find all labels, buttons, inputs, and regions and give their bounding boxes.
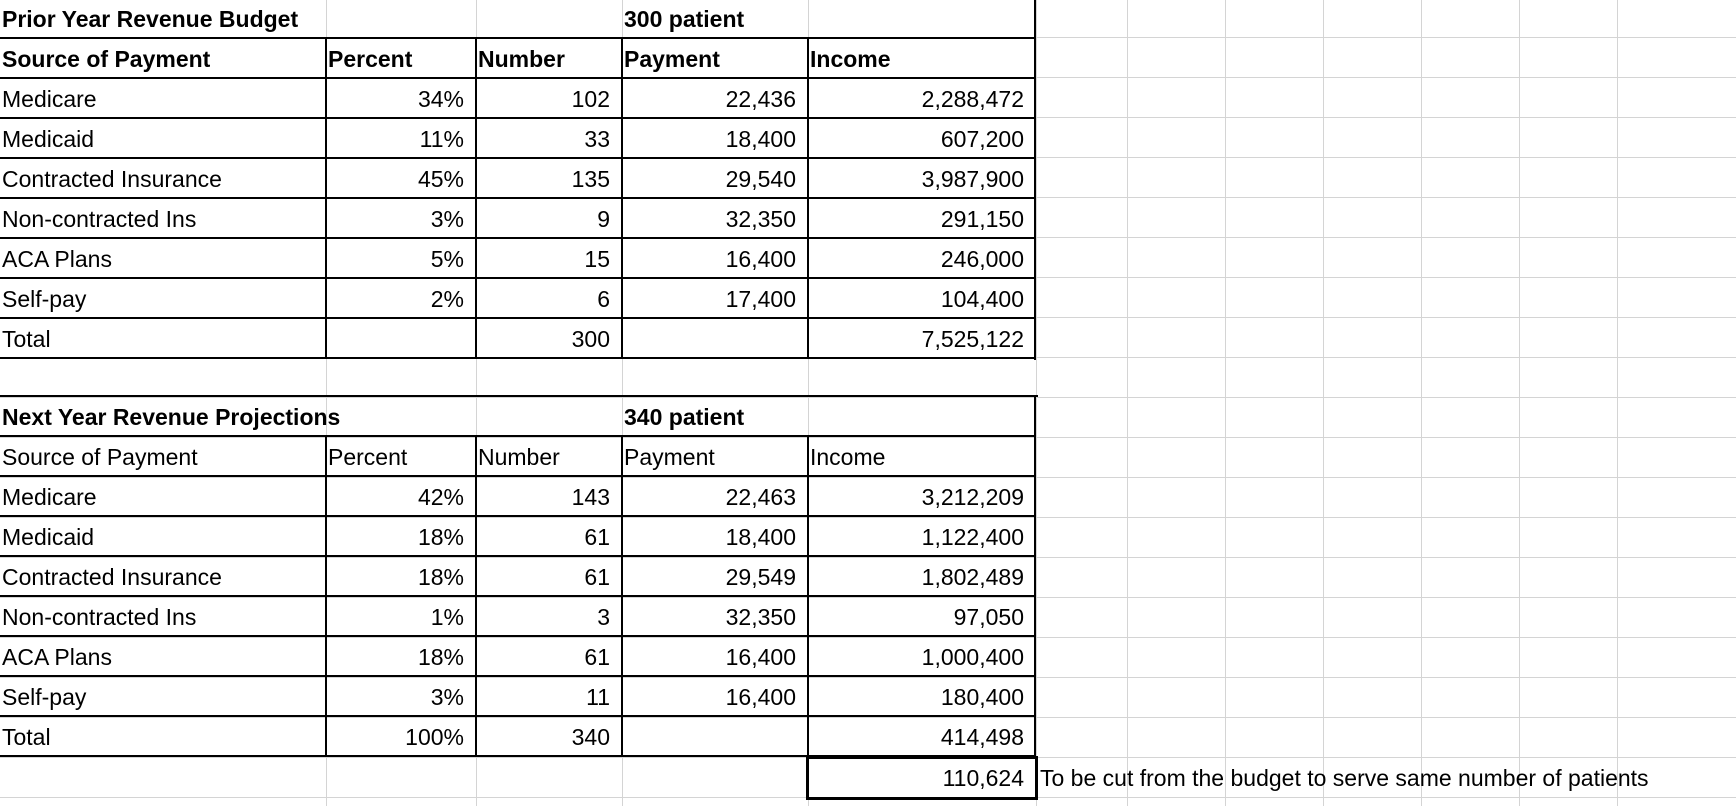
row-label[interactable]: Self-pay bbox=[2, 684, 87, 710]
payment-cell[interactable]: 32,350 bbox=[725, 604, 796, 630]
total-income-cell[interactable]: 7,525,122 bbox=[921, 326, 1024, 352]
cell-border bbox=[0, 77, 1036, 79]
income-cell[interactable]: 1,122,400 bbox=[921, 524, 1024, 550]
cell-border bbox=[0, 157, 1036, 159]
payment-cell[interactable]: 16,400 bbox=[725, 684, 796, 710]
percent-cell[interactable]: 42% bbox=[417, 484, 464, 510]
cell-border bbox=[475, 37, 477, 359]
number-cell[interactable]: 61 bbox=[584, 524, 610, 550]
column-header-payment[interactable]: Payment bbox=[624, 46, 720, 72]
number-cell[interactable]: 143 bbox=[571, 484, 610, 510]
cell-border bbox=[0, 117, 1036, 119]
cell-border bbox=[806, 756, 809, 800]
percent-cell[interactable]: 18% bbox=[417, 524, 464, 550]
cell-border bbox=[807, 37, 809, 359]
income-cell[interactable]: 180,400 bbox=[940, 684, 1024, 710]
row-label[interactable]: Non-contracted Ins bbox=[2, 604, 197, 630]
column-header-number[interactable]: Number bbox=[478, 46, 565, 72]
payment-cell[interactable]: 17,400 bbox=[725, 286, 796, 312]
payment-cell[interactable]: 29,540 bbox=[725, 166, 796, 192]
row-label[interactable]: Contracted Insurance bbox=[2, 564, 222, 590]
cell-border bbox=[1034, 395, 1036, 758]
percent-cell[interactable]: 3% bbox=[430, 684, 464, 710]
cell-border bbox=[0, 37, 1036, 39]
grid-column-line bbox=[1323, 0, 1324, 806]
cell-border bbox=[0, 715, 1036, 717]
grid-column-line bbox=[1519, 0, 1520, 806]
cell-border bbox=[0, 395, 1038, 397]
total-number-cell[interactable]: 340 bbox=[571, 724, 610, 750]
number-cell[interactable]: 61 bbox=[584, 644, 610, 670]
cell-border bbox=[475, 435, 477, 757]
number-cell[interactable]: 15 bbox=[584, 246, 610, 272]
percent-cell[interactable]: 34% bbox=[417, 86, 464, 112]
cell-border bbox=[0, 277, 1036, 279]
column-header-income[interactable]: Income bbox=[810, 46, 891, 72]
income-cell[interactable]: 3,212,209 bbox=[921, 484, 1024, 510]
column-header-number[interactable]: Number bbox=[478, 444, 560, 470]
income-cell[interactable]: 104,400 bbox=[940, 286, 1024, 312]
row-label[interactable]: Contracted Insurance bbox=[2, 166, 222, 192]
total-payment-cell[interactable] bbox=[622, 717, 808, 757]
cell-border bbox=[325, 37, 327, 359]
number-cell[interactable]: 6 bbox=[597, 286, 610, 312]
row-label[interactable]: Medicaid bbox=[2, 126, 95, 152]
payment-cell[interactable]: 16,400 bbox=[725, 246, 796, 272]
grid-column-line bbox=[1036, 0, 1037, 806]
payment-cell[interactable]: 18,400 bbox=[725, 524, 796, 550]
income-cell[interactable]: 1,802,489 bbox=[921, 564, 1024, 590]
column-header-percent[interactable]: Percent bbox=[328, 46, 413, 72]
cell-border bbox=[806, 797, 1038, 800]
patient-count-label[interactable]: 300 patient bbox=[624, 6, 745, 32]
percent-cell[interactable]: 18% bbox=[417, 564, 464, 590]
percent-cell[interactable]: 45% bbox=[417, 166, 464, 192]
table-title[interactable]: Next Year Revenue Projections bbox=[2, 404, 341, 430]
cell-border bbox=[0, 237, 1036, 239]
income-cell[interactable]: 607,200 bbox=[940, 126, 1024, 152]
percent-cell[interactable]: 2% bbox=[430, 286, 464, 312]
column-header-source[interactable]: Source of Payment bbox=[2, 444, 198, 470]
row-label[interactable]: Medicare bbox=[2, 484, 97, 510]
cell-border bbox=[0, 555, 1036, 557]
column-header-source[interactable]: Source of Payment bbox=[2, 46, 211, 72]
cell-border bbox=[1034, 0, 1036, 360]
row-label[interactable]: Self-pay bbox=[2, 286, 87, 312]
payment-cell[interactable]: 29,549 bbox=[725, 564, 796, 590]
percent-cell[interactable]: 1% bbox=[430, 604, 464, 630]
income-cell[interactable]: 2,288,472 bbox=[921, 86, 1024, 112]
cell-border bbox=[807, 435, 809, 757]
total-label[interactable]: Total bbox=[2, 724, 51, 750]
budget-cut-note[interactable]: To be cut from the budget to serve same number of patients bbox=[1040, 765, 1649, 791]
payment-cell[interactable]: 18,400 bbox=[725, 126, 796, 152]
cell-border bbox=[0, 197, 1036, 199]
cell-border bbox=[0, 595, 1036, 597]
row-label[interactable]: Medicaid bbox=[2, 524, 95, 550]
total-percent-cell[interactable]: 100% bbox=[405, 724, 464, 750]
number-cell[interactable]: 3 bbox=[597, 604, 610, 630]
payment-cell[interactable]: 22,436 bbox=[725, 86, 796, 112]
payment-cell[interactable]: 16,400 bbox=[725, 644, 796, 670]
grid-column-line bbox=[1127, 0, 1128, 806]
percent-cell[interactable]: 11% bbox=[419, 126, 464, 152]
cell-border bbox=[0, 635, 1036, 637]
number-cell[interactable]: 9 bbox=[597, 206, 610, 232]
total-percent-cell[interactable] bbox=[326, 319, 476, 359]
cell-border bbox=[1035, 756, 1038, 800]
cell-border bbox=[0, 675, 1036, 677]
cell-border bbox=[0, 435, 1036, 437]
payment-cell[interactable]: 22,463 bbox=[725, 484, 796, 510]
total-number-cell[interactable]: 300 bbox=[571, 326, 610, 352]
number-cell[interactable]: 11 bbox=[586, 684, 610, 710]
patient-count-label[interactable]: 340 patient bbox=[624, 404, 745, 430]
grid-column-line bbox=[1421, 0, 1422, 806]
number-cell[interactable]: 33 bbox=[584, 126, 610, 152]
income-cell[interactable]: 1,000,400 bbox=[921, 644, 1024, 670]
income-cell[interactable]: 97,050 bbox=[953, 604, 1024, 630]
row-label[interactable]: Medicare bbox=[2, 86, 97, 112]
total-label[interactable]: Total bbox=[2, 326, 51, 352]
cell-border bbox=[0, 357, 1036, 359]
percent-cell[interactable]: 18% bbox=[417, 644, 464, 670]
column-header-payment[interactable]: Payment bbox=[624, 444, 715, 470]
number-cell[interactable]: 135 bbox=[571, 166, 610, 192]
budget-cut-value[interactable]: 110,624 bbox=[942, 765, 1024, 791]
total-income-cell[interactable]: 414,498 bbox=[940, 724, 1024, 750]
row-label[interactable]: ACA Plans bbox=[2, 246, 112, 272]
number-cell[interactable]: 61 bbox=[584, 564, 610, 590]
table-title[interactable]: Prior Year Revenue Budget bbox=[2, 6, 299, 32]
income-cell[interactable]: 246,000 bbox=[940, 246, 1024, 272]
cell-border bbox=[0, 515, 1036, 517]
cell-border bbox=[0, 317, 1036, 319]
row-label[interactable]: Non-contracted Ins bbox=[2, 206, 197, 232]
cell-border bbox=[325, 435, 327, 757]
column-header-percent[interactable]: Percent bbox=[328, 444, 408, 470]
number-cell[interactable]: 102 bbox=[571, 86, 610, 112]
row-label[interactable]: ACA Plans bbox=[2, 644, 112, 670]
grid-column-line bbox=[1617, 0, 1618, 806]
cell-border bbox=[621, 37, 623, 359]
column-header-income[interactable]: Income bbox=[810, 444, 886, 470]
percent-cell[interactable]: 3% bbox=[430, 206, 464, 232]
percent-cell[interactable]: 5% bbox=[430, 246, 464, 272]
cell-border bbox=[0, 475, 1036, 477]
payment-cell[interactable]: 32,350 bbox=[725, 206, 796, 232]
total-payment-cell[interactable] bbox=[622, 319, 808, 359]
income-cell[interactable]: 291,150 bbox=[940, 206, 1024, 232]
cell-border bbox=[806, 756, 1038, 759]
grid-column-line bbox=[1225, 0, 1226, 806]
income-cell[interactable]: 3,987,900 bbox=[921, 166, 1024, 192]
cell-border bbox=[621, 435, 623, 757]
